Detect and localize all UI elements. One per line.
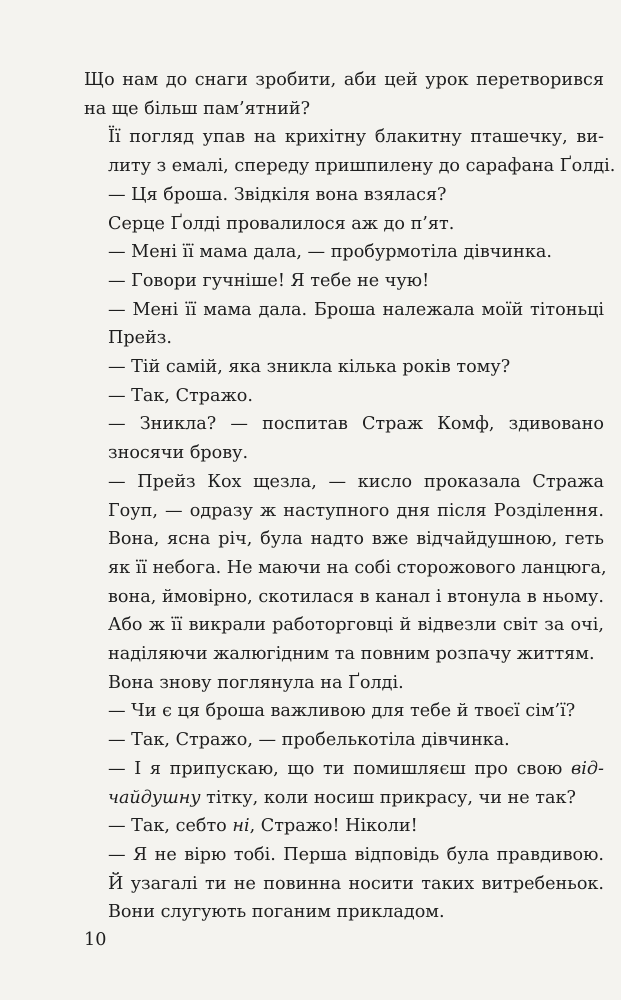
text-line: — Зникла? — поспитав Страж Комф, здивовано <box>108 414 604 435</box>
paragraph <box>84 382 604 411</box>
paragraph <box>84 410 604 467</box>
paragraph <box>84 123 616 180</box>
text-line: — І я припускаю, що ти помишляєш про свою від- <box>108 758 604 779</box>
paragraph <box>84 697 604 726</box>
text-line: Вона, ясна річ, була надто вже відчайдушною, геть <box>108 529 604 550</box>
text-line: — Тій самій, яка зникла кілька років тому? <box>108 357 511 378</box>
text-line: — Мені її мама дала. Броша належала моїй тітоньці <box>108 299 604 320</box>
text-line: — Так, себто ні, Стражо! Ніколи! <box>108 816 418 837</box>
text-line: Або ж її викрали работорговці й відвезли світ за очі, <box>108 615 604 636</box>
paragraph <box>84 267 604 296</box>
text-line: — Ця броша. Звідкіля вона взялася? <box>108 184 447 205</box>
text-line: Гоуп, — одразу ж наступного дня після Розділення. <box>108 500 604 521</box>
paragraph <box>84 726 604 755</box>
paragraph <box>84 841 604 927</box>
text-line: наділяючи жалюгідним та повним розпачу життям. <box>108 644 595 665</box>
text-line: Вона знову поглянула на Ґолді. <box>108 672 404 693</box>
paragraph <box>84 66 604 123</box>
text-line: Її погляд упав на крихітну блакитну пташечку, ви- <box>108 127 604 148</box>
text-line: — Мені її мама дала, — пробурмотіла дівчинка. <box>108 242 552 263</box>
text-line: — Так, Стражо. <box>108 385 253 406</box>
paragraph <box>84 353 604 382</box>
body-text <box>84 66 616 927</box>
paragraph <box>84 181 604 210</box>
paragraph <box>84 755 604 812</box>
text-line: Прейз. <box>108 328 172 349</box>
text-line: — Я не вірю тобі. Перша відповідь була правдивою. <box>108 844 604 865</box>
text-line: — Чи є ця броша важливою для тебе й твоєї сім’ї? <box>108 701 576 722</box>
paragraph <box>84 296 604 353</box>
text-line: Що нам до снаги зробити, аби цей урок перетворився <box>84 70 604 90</box>
paragraph <box>84 669 604 698</box>
paragraph <box>84 210 604 239</box>
text-line: — Говори гучніше! Я тебе не чую! <box>108 270 430 291</box>
text-line: — Так, Стражо, — пробелькотіла дівчинка. <box>108 730 510 751</box>
text-line: Й узагалі ти не повинна носити таких витребеньок. <box>108 873 604 894</box>
text-line: — Прейз Кох щезла, — кисло проказала Стража <box>108 471 604 492</box>
text-line: як її небога. Не маючи на собі сторожового ланцюга, <box>108 557 607 578</box>
text-line: зносячи брову. <box>108 443 249 464</box>
paragraph <box>84 238 604 267</box>
paragraph <box>84 468 607 669</box>
text-line: Вони слугують поганим прикладом. <box>108 902 445 923</box>
paragraph <box>84 812 604 841</box>
page-number: 10 <box>84 930 107 950</box>
text-line: Серце Ґолді провалилося аж до п’ят. <box>108 213 455 234</box>
text-line: на ще більш пам’ятний? <box>84 98 311 119</box>
text-line: чайдушну тітку, коли носиш прикрасу, чи не так? <box>108 787 576 808</box>
text-line: вона, ймовірно, скотилася в канал і втонула в ньому. <box>108 586 604 607</box>
text-line: литу з емалі, спереду пришпилену до сарафана Ґолді. <box>108 156 616 177</box>
